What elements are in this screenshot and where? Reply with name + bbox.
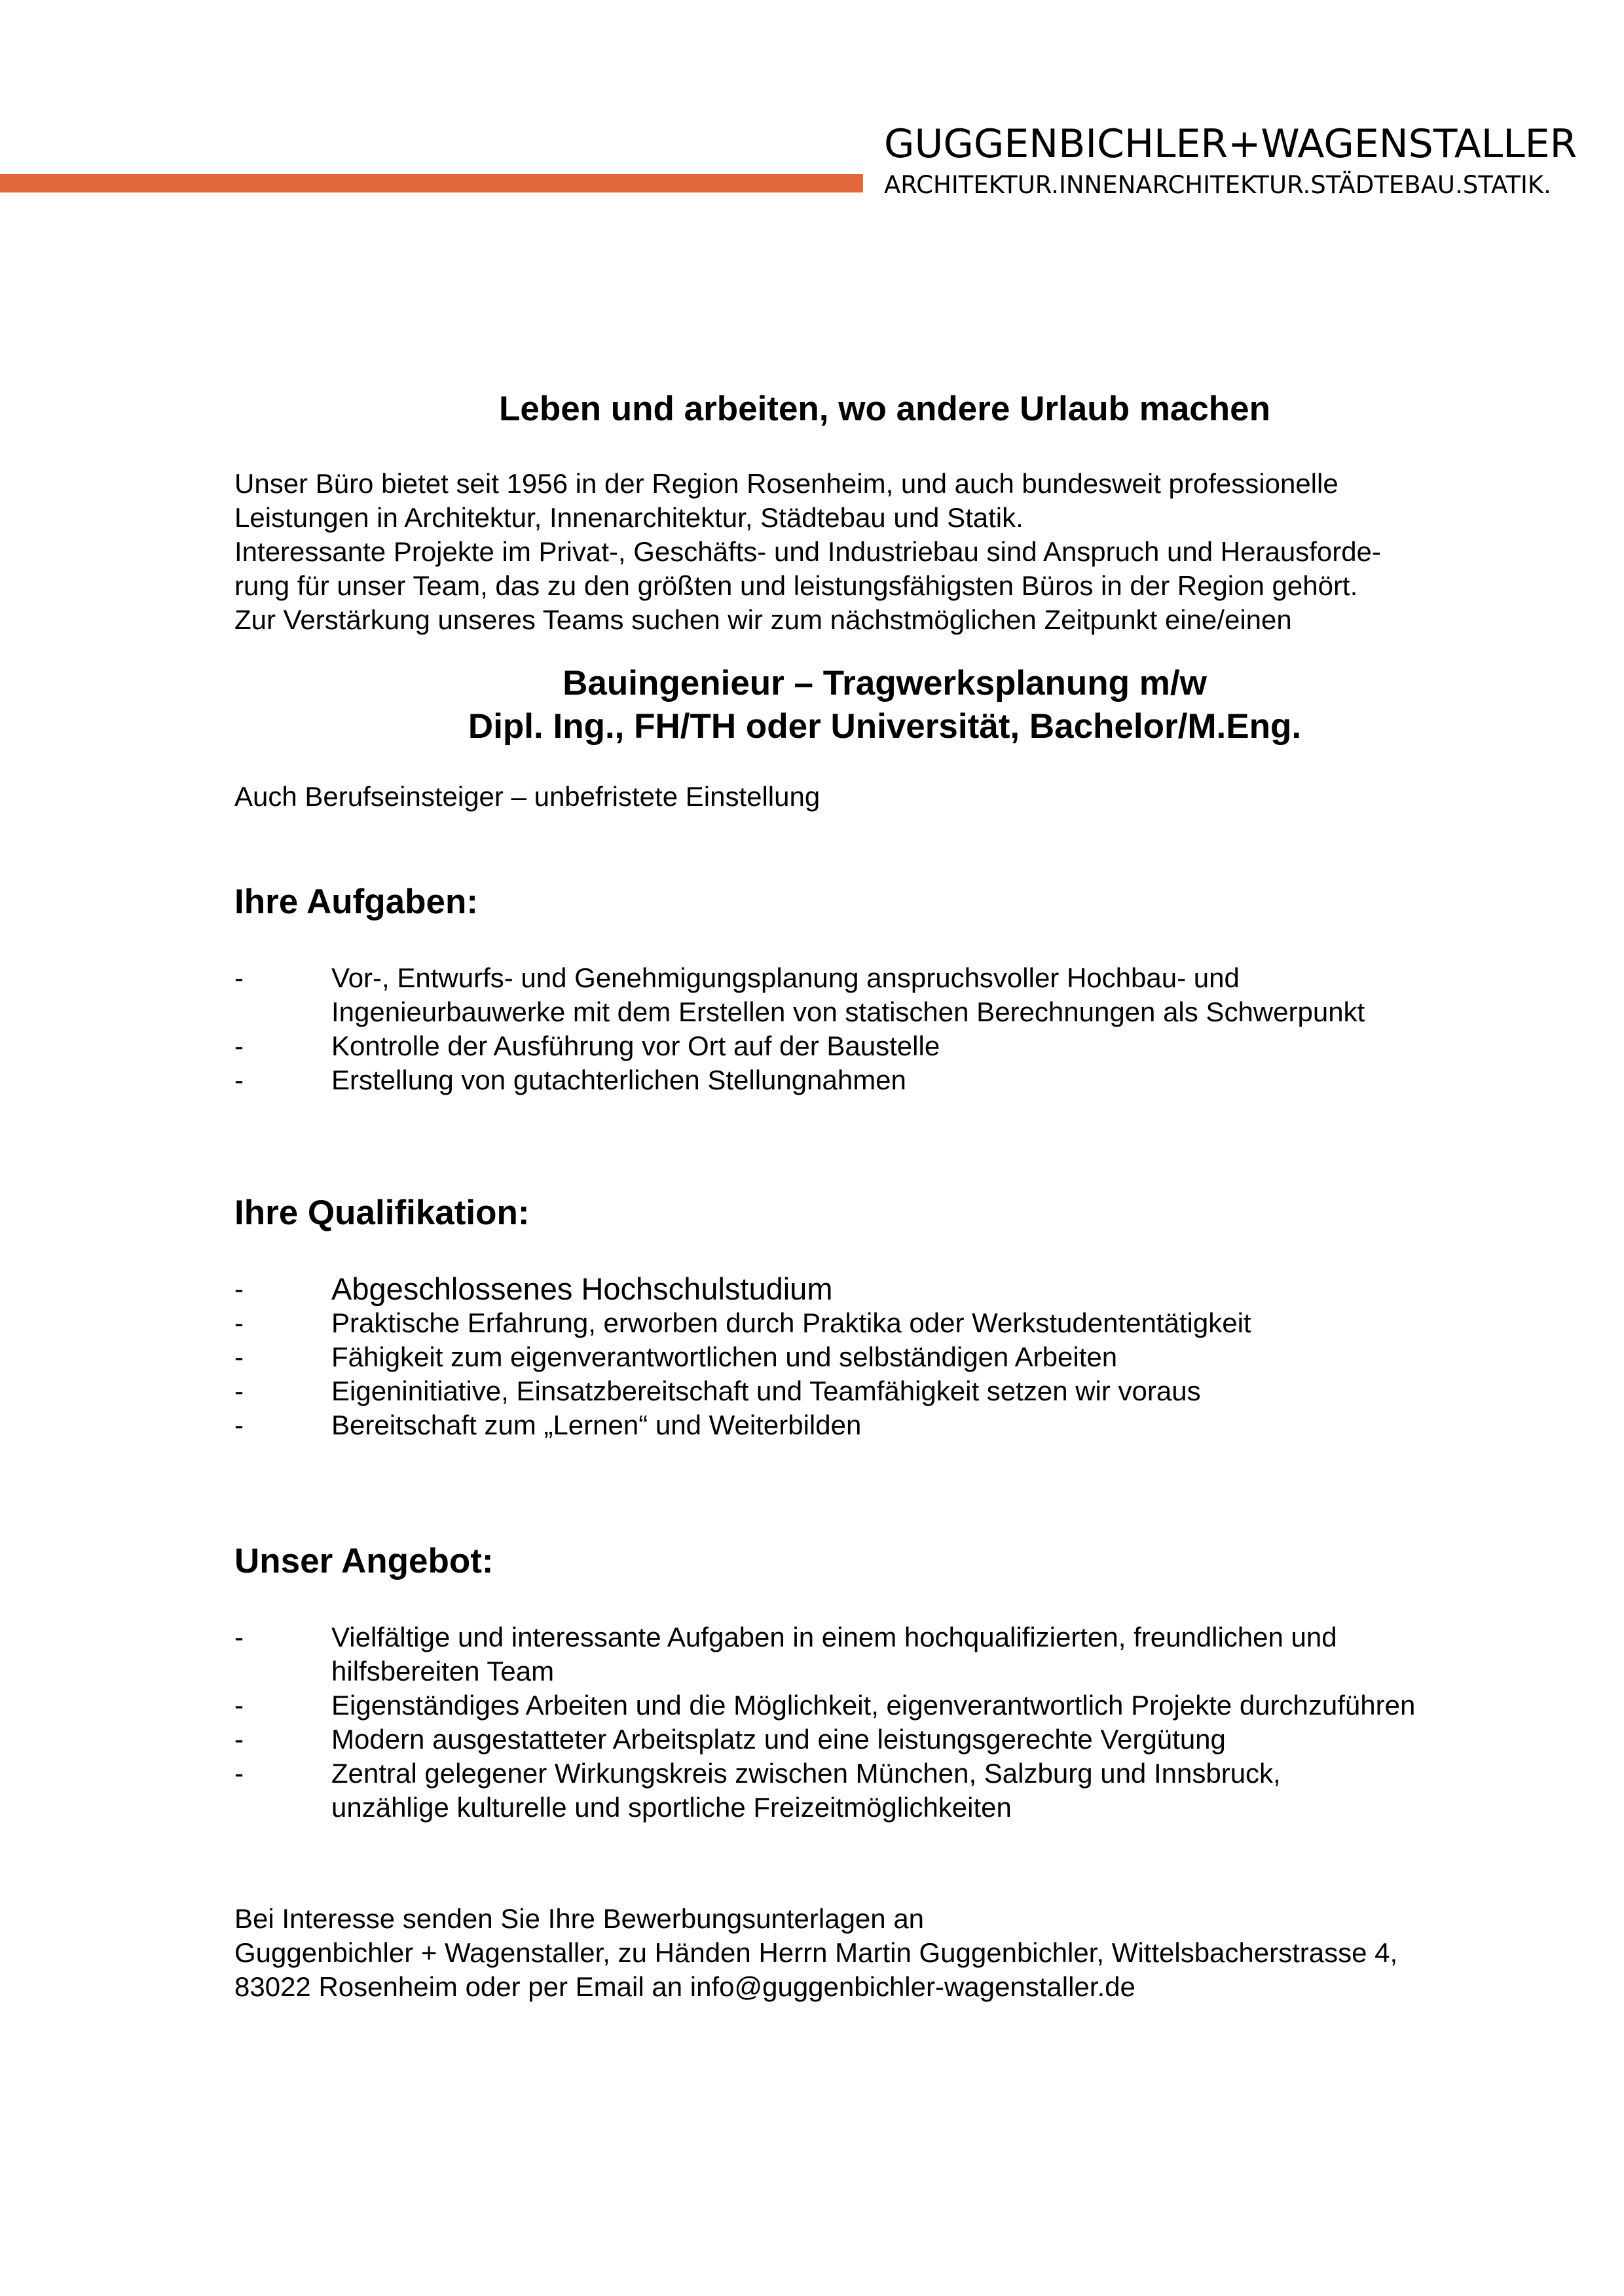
list-item-text: Zentral gelegener Wirkungskreis zwischen München, Salzburg und Innsbruck,: [331, 1758, 1281, 1789]
contact-line: Bei Interesse senden Sie Ihre Bewerbungsunterlagen an: [234, 1903, 925, 1934]
list-item: [234, 1722, 1551, 1757]
list-item: [234, 961, 1551, 1029]
position-title-line1: Bauingenieur – Tragwerksplanung m/w: [563, 664, 1207, 702]
list-item: [234, 1620, 1551, 1688]
list-item: [234, 1029, 1551, 1063]
intro-line: Leistungen in Architektur, Innenarchitektur, Städtebau und Statik.: [234, 502, 1024, 533]
bullet-dash: -: [234, 1065, 244, 1095]
list-item: [234, 1688, 1551, 1722]
position-title-line2: Dipl. Ing., FH/TH oder Universität, Bachelor/M.Eng.: [468, 707, 1302, 746]
list-item-text: Modern ausgestatteter Arbeitsplatz und eine leistungsgerechte Vergütung: [331, 1724, 1226, 1755]
bullet-dash: -: [234, 1030, 244, 1061]
list-item: [234, 1757, 1551, 1825]
qualification-list: [234, 1272, 1551, 1442]
letterhead: [0, 118, 1624, 210]
employment-note: Auch Berufseinsteiger – unbefristete Einstellung: [234, 781, 821, 812]
brand-accent-bar: [0, 174, 863, 192]
contact-line: Guggenbichler + Wagenstaller, zu Händen Herrn Martin Guggenbichler, Wittelsbacherstrasse 4,: [234, 1937, 1398, 1968]
list-item-text: unzählige kulturelle und sportliche Freizeitmöglichkeiten: [331, 1792, 1012, 1823]
list-item-text: Praktische Erfahrung, erworben durch Praktika oder Werkstudententätigkeit: [331, 1307, 1251, 1338]
bullet-dash: -: [234, 1376, 244, 1406]
application-contact: [234, 1902, 1551, 2004]
bullet-dash: -: [234, 1307, 244, 1338]
list-item-text: Ingenieurbauwerke mit dem Erstellen von statischen Berechnungen als Schwerpunkt: [331, 996, 1365, 1027]
bullet-dash: -: [234, 1758, 244, 1789]
bullet-dash: -: [234, 1622, 244, 1652]
list-item: [234, 1408, 1551, 1442]
bullet-dash: -: [234, 1273, 244, 1304]
list-item-text: Bereitschaft zum „Lernen“ und Weiterbilden: [331, 1410, 862, 1440]
intro-line: Interessante Projekte im Privat-, Geschäfts- und Industriebau sind Anspruch und Herausforde-: [234, 536, 1381, 567]
company-name: GUGGENBICHLER+WAGENSTALLER: [884, 121, 1578, 167]
list-item: [234, 1306, 1551, 1340]
offer-list: [234, 1620, 1551, 1825]
posting-content: [234, 386, 1551, 2004]
list-item-text: Eigenständiges Arbeiten und die Möglichkeit, eigenverantwortlich Projekte durchzuführen: [331, 1690, 1416, 1721]
tasks-list: [234, 961, 1551, 1097]
company-tagline: ARCHITEKTUR.INNENARCHITEKTUR.STÄDTEBAU.STATIK.: [884, 171, 1551, 199]
main-headline: Leben und arbeiten, wo andere Urlaub machen: [498, 390, 1270, 428]
intro-line: Zur Verstärkung unseres Teams suchen wir zum nächstmöglichen Zeitpunkt eine/einen: [234, 604, 1292, 635]
list-item: [234, 1272, 1551, 1306]
list-item-text: Kontrolle der Ausführung vor Ort auf der Baustelle: [331, 1030, 940, 1061]
offer-heading: Unser Angebot:: [234, 1542, 494, 1580]
intro-paragraph: [234, 467, 1551, 637]
list-item-text: Erstellung von gutachterlichen Stellungnahmen: [331, 1065, 906, 1095]
intro-line: rung für unser Team, das zu den größten und leistungsfähigsten Büros in der Region gehört.: [234, 570, 1358, 601]
list-item-text: hilfsbereiten Team: [331, 1656, 555, 1686]
list-item: [234, 1063, 1551, 1097]
contact-line: 83022 Rosenheim oder per Email an info@guggenbichler-wagenstaller.de: [234, 1971, 1135, 2002]
list-item-text: Vor-, Entwurfs- und Genehmigungsplanung anspruchsvoller Hochbau- und: [331, 962, 1240, 993]
list-item-text: Vielfältige und interessante Aufgaben in einem hochqualifizierten, freundlichen und: [331, 1622, 1337, 1652]
position-title: [234, 662, 1535, 748]
tasks-heading: Ihre Aufgaben:: [234, 883, 478, 921]
list-item: [234, 1374, 1551, 1408]
bullet-dash: -: [234, 1341, 244, 1372]
bullet-dash: -: [234, 962, 244, 993]
qualification-heading: Ihre Qualifikation:: [234, 1194, 530, 1232]
list-item-text: Fähigkeit zum eigenverantwortlichen und selbständigen Arbeiten: [331, 1341, 1118, 1372]
intro-line: Unser Büro bietet seit 1956 in der Region Rosenheim, und auch bundesweit professionelle: [234, 468, 1338, 499]
list-item: [234, 1340, 1551, 1374]
bullet-dash: -: [234, 1690, 244, 1721]
bullet-dash: -: [234, 1410, 244, 1440]
bullet-dash: -: [234, 1724, 244, 1755]
list-item-text: Abgeschlossenes Hochschulstudium: [331, 1271, 833, 1306]
list-item-text: Eigeninitiative, Einsatzbereitschaft und Teamfähigkeit setzen wir voraus: [331, 1376, 1201, 1406]
